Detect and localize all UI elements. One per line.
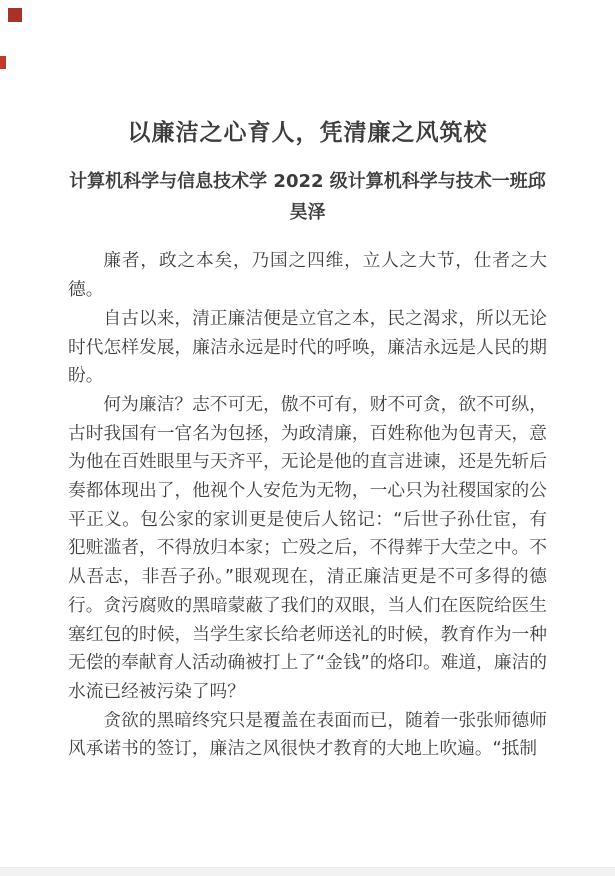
essay-paragraph: 何为廉洁？志不可无，傲不可有，财不可贪，欲不可纵，古时我国有一官名为包拯，为政清廉，百姓称他为包青天，意为他在百姓眼里与天齐平，无论是他的直言进谏，还是先斩后奏都体现出了，他视个人安危为无物，一心只为社稷国家的公平正义。包公家的家训更是使后人铭记：“后世子孙仕宦，有犯赃滥者，不得放归本家；亡殁之后，不得葬于大茔之中。不从吾志，非吾子孙。”眼观现在，清正廉洁更是不可多得的德行。贪污腐败的黑暗蒙蔽了我们的双眼，当人们在医院给医生塞红包的时候，当学生家长给老师送礼的时候，教育作为一种无偿的奉献育人活动确被打上了“金钱”的烙印。难道，廉洁的水流已经被污染了吗？ <box>68 394 547 702</box>
bottom-edge-strip <box>0 867 615 876</box>
red-marker-icon <box>8 8 22 22</box>
essay-paragraph: 贪欲的黑暗终究只是覆盖在表面而已，随着一张张师德师风承诺书的签订，廉洁之风很快才教育的大地上吹遍。“抵制 <box>68 710 547 760</box>
essay-paragraph: 廉者，政之本矣，乃国之四维，立人之大节，仕者之大德。 <box>68 251 547 301</box>
red-edge-marker-icon <box>0 56 6 69</box>
document-title: 以廉洁之心育人，凭清廉之风筑校 <box>127 120 488 147</box>
document-byline: 计算机科学与信息技术学 2022 级计算机科学与技术一班邱昊泽 <box>69 171 546 224</box>
essay-paragraph: 自古以来，清正廉洁便是立官之本，民之渴求，所以无论时代怎样发展，廉洁永远是时代的呼唤，廉洁永远是人民的期盼。 <box>68 308 547 387</box>
essay-body <box>68 247 547 764</box>
